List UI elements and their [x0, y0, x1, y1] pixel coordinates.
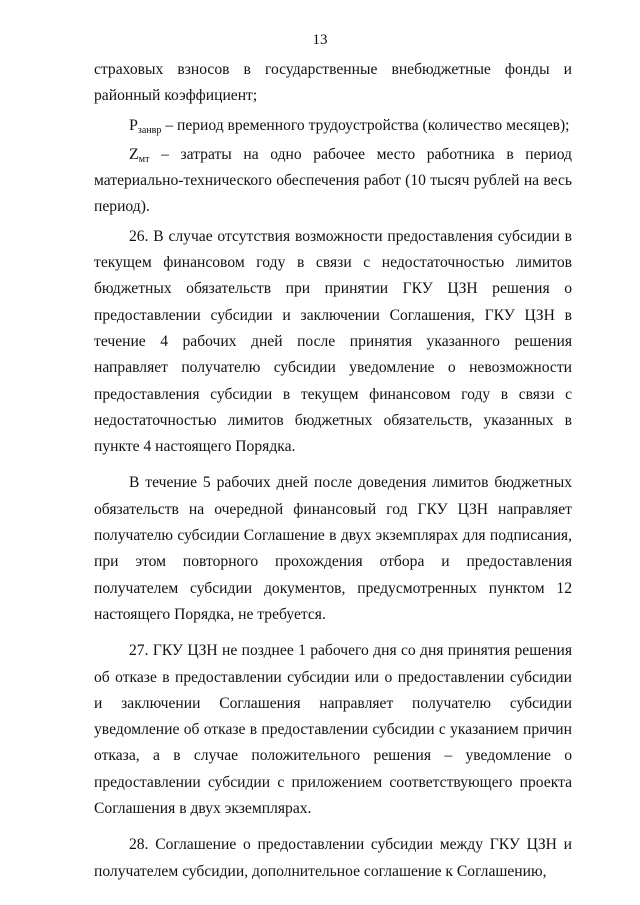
definition-p-zanvr — [94, 113, 572, 139]
definition-z-mt — [94, 142, 572, 221]
paragraph-26: 26. В случае отсутствия возможности предоставления субсидии в текущем финансовом году в связи с недостаточностью лимитов бюджетных обязательств при принятии ГКУ ЦЗН решения о предоставлении субсидии и заключении Соглашения, ГКУ ЦЗН в течение 4 рабочих дней после принятия указанного решения направляет получателю субсидии уведомление о невозможности предоставления субсидии в текущем финансовом году в связи с недостаточностью лимитов бюджетных обязательств, указанных в пункте 4 настоящего Порядка. — [94, 227, 572, 456]
paragraph-27: 27. ГКУ ЦЗН не позднее 1 рабочего дня со дня принятия решения об отказе в предоставлении субсидии или о предоставлении субсидии и заключении Соглашения направляет получателю субсидии уведомление об отказе в предоставлении субсидии с указанием причин отказа, а в случае положительного решения – уведомление о предоставлении субсидии с приложением соответствующего проекта Соглашения в двух экземплярах. — [94, 642, 572, 818]
symbol-z: Z — [129, 145, 139, 163]
subscript-zanvr: занвр — [137, 124, 162, 136]
symbol-p: P — [129, 116, 138, 134]
definition-p-zanvr-text: – период временного трудоустройства (количество месяцев); — [161, 116, 570, 134]
paragraph-26-second: В течение 5 рабочих дней после доведения лимитов бюджетных обязательств на очередной финансовый год ГКУ ЦЗН направляет получателю субсидии Соглашение в двух экземплярах для подписания, при этом повторного прохождения отбора и предоставления получателем субсидии документов, предусмотренных пунктом 12 настоящего Порядка, не требуется. — [94, 474, 572, 623]
subscript-mt: мт — [138, 153, 150, 165]
page-number: 13 — [312, 32, 328, 48]
paragraph-continuation: страховых взносов в государственные внебюджетные фонды и районный коэффициент; — [94, 61, 572, 105]
definition-z-mt-text: – затраты на одно рабочее место работника в период материально-технического обеспечения работ (10 тысяч рублей на весь период). — [94, 145, 572, 216]
paragraph-28: 28. Соглашение о предоставлении субсидии между ГКУ ЦЗН и получателем субсидии, дополнительное соглашение к Соглашению, — [94, 836, 572, 880]
document-body — [94, 57, 572, 885]
